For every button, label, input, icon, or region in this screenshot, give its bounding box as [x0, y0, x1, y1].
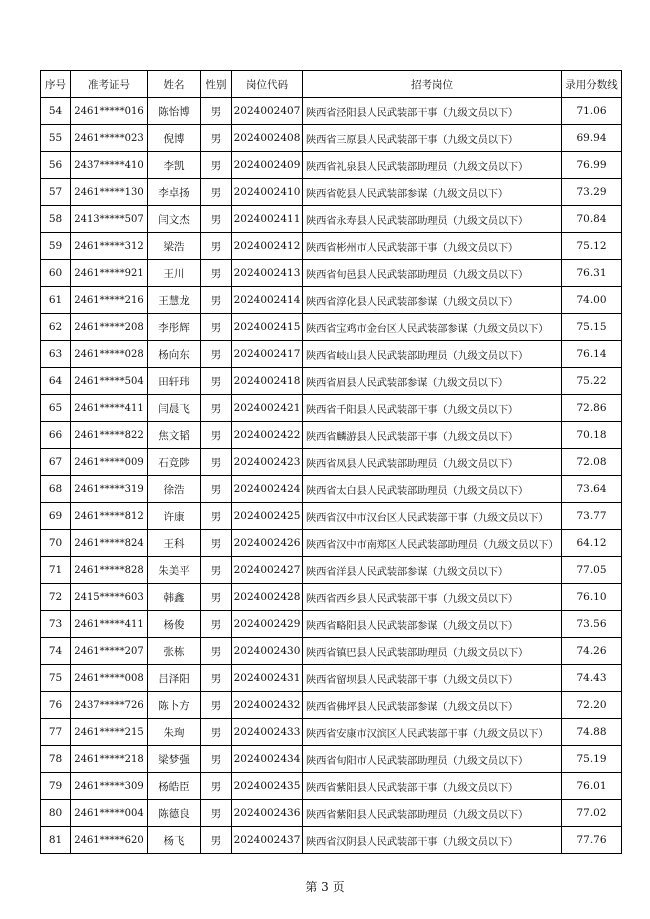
cell-name: 陈怡博 [148, 98, 201, 125]
cell-seq: 69 [41, 503, 71, 530]
cell-gender: 男 [201, 449, 232, 476]
cell-post: 陕西省镇巴县人民武装部助理员（九级文员以下） [303, 638, 562, 665]
cell-gender: 男 [201, 98, 232, 125]
header-score: 录用分数线 [562, 71, 622, 98]
cell-exam-no: 2461*****218 [71, 746, 148, 773]
cell-gender: 男 [201, 692, 232, 719]
cell-score: 76.14 [562, 341, 622, 368]
cell-post: 陕西省眉县人民武装部参谋（九级文员以下） [303, 368, 562, 395]
cell-exam-no: 2461*****309 [71, 773, 148, 800]
cell-name: 王科 [148, 530, 201, 557]
cell-exam-no: 2461*****207 [71, 638, 148, 665]
cell-seq: 76 [41, 692, 71, 719]
cell-name: 陈卜方 [148, 692, 201, 719]
cell-name: 石竞陟 [148, 449, 201, 476]
cell-post: 陕西省岐山县人民武装部助理员（九级文员以下） [303, 341, 562, 368]
cell-gender: 男 [201, 503, 232, 530]
cell-post-code: 2024002427 [232, 557, 303, 584]
cell-name: 王慧龙 [148, 287, 201, 314]
cell-seq: 78 [41, 746, 71, 773]
cell-seq: 64 [41, 368, 71, 395]
cell-post-code: 2024002428 [232, 584, 303, 611]
cell-post: 陕西省汉中市南郑区人民武装部助理员（九级文员以下） [303, 530, 562, 557]
cell-gender: 男 [201, 773, 232, 800]
cell-name: 许康 [148, 503, 201, 530]
cell-post-code: 2024002426 [232, 530, 303, 557]
cell-score: 73.56 [562, 611, 622, 638]
cell-name: 焦文韬 [148, 422, 201, 449]
cell-name: 闫晨飞 [148, 395, 201, 422]
cell-post: 陕西省汉中市汉台区人民武装部干事（九级文员以下） [303, 503, 562, 530]
table-row [41, 125, 622, 152]
cell-gender: 男 [201, 827, 232, 854]
cell-exam-no: 2461*****130 [71, 179, 148, 206]
cell-post-code: 2024002435 [232, 773, 303, 800]
cell-post-code: 2024002436 [232, 800, 303, 827]
cell-gender: 男 [201, 665, 232, 692]
table-header-row [41, 71, 622, 98]
cell-post: 陕西省宝鸡市金台区人民武装部参谋（九级文员以下） [303, 314, 562, 341]
cell-score: 75.19 [562, 746, 622, 773]
cell-name: 杨飞 [148, 827, 201, 854]
cell-gender: 男 [201, 611, 232, 638]
cell-score: 74.00 [562, 287, 622, 314]
cell-name: 吕泽阳 [148, 665, 201, 692]
cell-post: 陕西省略阳县人民武装部参谋（九级文员以下） [303, 611, 562, 638]
cell-post-code: 2024002421 [232, 395, 303, 422]
cell-post: 陕西省紫阳县人民武装部助理员（九级文员以下） [303, 800, 562, 827]
table-row [41, 341, 622, 368]
cell-exam-no: 2461*****411 [71, 611, 148, 638]
cell-name: 韩鑫 [148, 584, 201, 611]
table-row [41, 152, 622, 179]
cell-exam-no: 2461*****824 [71, 530, 148, 557]
cell-score: 76.31 [562, 260, 622, 287]
cell-seq: 63 [41, 341, 71, 368]
cell-name: 闫文杰 [148, 206, 201, 233]
header-gender: 性别 [201, 71, 232, 98]
cell-score: 71.06 [562, 98, 622, 125]
cell-gender: 男 [201, 341, 232, 368]
table-row [41, 773, 622, 800]
cell-score: 72.08 [562, 449, 622, 476]
table-row [41, 395, 622, 422]
cell-post-code: 2024002413 [232, 260, 303, 287]
cell-score: 76.99 [562, 152, 622, 179]
cell-gender: 男 [201, 638, 232, 665]
cell-seq: 70 [41, 530, 71, 557]
cell-name: 杨皓臣 [148, 773, 201, 800]
cell-score: 74.26 [562, 638, 622, 665]
cell-post: 陕西省安康市汉滨区人民武装部干事（九级文员以下） [303, 719, 562, 746]
cell-post: 陕西省千阳县人民武装部干事（九级文员以下） [303, 395, 562, 422]
cell-seq: 71 [41, 557, 71, 584]
admission-table [40, 70, 622, 854]
table-row [41, 584, 622, 611]
cell-post: 陕西省三原县人民武装部干事（九级文员以下） [303, 125, 562, 152]
cell-seq: 81 [41, 827, 71, 854]
table-row [41, 638, 622, 665]
cell-seq: 56 [41, 152, 71, 179]
cell-name: 陈德良 [148, 800, 201, 827]
cell-gender: 男 [201, 152, 232, 179]
table-row [41, 611, 622, 638]
cell-exam-no: 2461*****008 [71, 665, 148, 692]
cell-gender: 男 [201, 260, 232, 287]
cell-name: 李卓扬 [148, 179, 201, 206]
cell-seq: 66 [41, 422, 71, 449]
cell-post-code: 2024002417 [232, 341, 303, 368]
cell-score: 75.12 [562, 233, 622, 260]
cell-score: 76.01 [562, 773, 622, 800]
cell-name: 朱珣 [148, 719, 201, 746]
cell-post: 陕西省凤县人民武装部助理员（九级文员以下） [303, 449, 562, 476]
cell-score: 75.15 [562, 314, 622, 341]
cell-post-code: 2024002418 [232, 368, 303, 395]
cell-name: 田轩玮 [148, 368, 201, 395]
cell-seq: 59 [41, 233, 71, 260]
cell-post: 陕西省旬邑县人民武装部助理员（九级文员以下） [303, 260, 562, 287]
cell-post: 陕西省彬州市人民武装部干事（九级文员以下） [303, 233, 562, 260]
table-row [41, 422, 622, 449]
cell-seq: 68 [41, 476, 71, 503]
cell-gender: 男 [201, 368, 232, 395]
cell-exam-no: 2461*****812 [71, 503, 148, 530]
header-seq: 序号 [41, 71, 71, 98]
cell-score: 74.43 [562, 665, 622, 692]
cell-score: 75.22 [562, 368, 622, 395]
cell-post-code: 2024002437 [232, 827, 303, 854]
cell-score: 77.05 [562, 557, 622, 584]
cell-exam-no: 2437*****726 [71, 692, 148, 719]
cell-score: 72.20 [562, 692, 622, 719]
cell-name: 梁梦强 [148, 746, 201, 773]
cell-exam-no: 2461*****016 [71, 98, 148, 125]
cell-seq: 79 [41, 773, 71, 800]
header-name: 姓名 [148, 71, 201, 98]
header-post: 招考岗位 [303, 71, 562, 98]
cell-seq: 73 [41, 611, 71, 638]
table-row [41, 719, 622, 746]
cell-post: 陕西省泾阳县人民武装部干事（九级文员以下） [303, 98, 562, 125]
cell-name: 杨俊 [148, 611, 201, 638]
cell-gender: 男 [201, 476, 232, 503]
cell-post-code: 2024002415 [232, 314, 303, 341]
cell-post-code: 2024002410 [232, 179, 303, 206]
cell-post-code: 2024002411 [232, 206, 303, 233]
cell-post: 陕西省麟游县人民武装部干事（九级文员以下） [303, 422, 562, 449]
table-row [41, 530, 622, 557]
cell-post-code: 2024002434 [232, 746, 303, 773]
cell-name: 朱美平 [148, 557, 201, 584]
cell-post-code: 2024002425 [232, 503, 303, 530]
cell-post-code: 2024002409 [232, 152, 303, 179]
cell-gender: 男 [201, 287, 232, 314]
cell-gender: 男 [201, 800, 232, 827]
table-row [41, 368, 622, 395]
cell-seq: 62 [41, 314, 71, 341]
cell-seq: 80 [41, 800, 71, 827]
cell-name: 倪博 [148, 125, 201, 152]
cell-post: 陕西省紫阳县人民武装部干事（九级文员以下） [303, 773, 562, 800]
table-row [41, 206, 622, 233]
cell-post-code: 2024002433 [232, 719, 303, 746]
cell-gender: 男 [201, 719, 232, 746]
cell-post-code: 2024002432 [232, 692, 303, 719]
table-row [41, 233, 622, 260]
cell-seq: 57 [41, 179, 71, 206]
cell-exam-no: 2461*****921 [71, 260, 148, 287]
cell-exam-no: 2461*****319 [71, 476, 148, 503]
cell-post: 陕西省西乡县人民武装部干事（九级文员以下） [303, 584, 562, 611]
cell-score: 69.94 [562, 125, 622, 152]
cell-gender: 男 [201, 314, 232, 341]
cell-post: 陕西省佛坪县人民武装部参谋（九级文员以下） [303, 692, 562, 719]
table-row [41, 98, 622, 125]
cell-gender: 男 [201, 233, 232, 260]
cell-seq: 60 [41, 260, 71, 287]
cell-exam-no: 2461*****023 [71, 125, 148, 152]
cell-post-code: 2024002431 [232, 665, 303, 692]
cell-exam-no: 2461*****411 [71, 395, 148, 422]
cell-exam-no: 2415*****603 [71, 584, 148, 611]
cell-seq: 61 [41, 287, 71, 314]
cell-gender: 男 [201, 422, 232, 449]
cell-post: 陕西省永寿县人民武装部助理员（九级文员以下） [303, 206, 562, 233]
table-row [41, 314, 622, 341]
cell-name: 李凯 [148, 152, 201, 179]
cell-gender: 男 [201, 125, 232, 152]
table-row [41, 287, 622, 314]
cell-gender: 男 [201, 584, 232, 611]
cell-seq: 75 [41, 665, 71, 692]
cell-exam-no: 2461*****216 [71, 287, 148, 314]
cell-exam-no: 2461*****028 [71, 341, 148, 368]
cell-gender: 男 [201, 206, 232, 233]
table-body [41, 98, 622, 854]
cell-score: 70.18 [562, 422, 622, 449]
cell-gender: 男 [201, 395, 232, 422]
table-row [41, 557, 622, 584]
cell-score: 74.88 [562, 719, 622, 746]
cell-post: 陕西省旬阳市人民武装部助理员（九级文员以下） [303, 746, 562, 773]
table-row [41, 746, 622, 773]
table-row [41, 692, 622, 719]
cell-gender: 男 [201, 179, 232, 206]
page-number: 第 3 页 [305, 880, 345, 894]
cell-name: 徐浩 [148, 476, 201, 503]
cell-name: 王川 [148, 260, 201, 287]
cell-score: 73.77 [562, 503, 622, 530]
cell-post-code: 2024002412 [232, 233, 303, 260]
cell-name: 李彤辉 [148, 314, 201, 341]
cell-exam-no: 2461*****822 [71, 422, 148, 449]
cell-post-code: 2024002430 [232, 638, 303, 665]
cell-score: 77.76 [562, 827, 622, 854]
cell-seq: 55 [41, 125, 71, 152]
cell-gender: 男 [201, 530, 232, 557]
table-row [41, 827, 622, 854]
table-row [41, 260, 622, 287]
table-row [41, 665, 622, 692]
header-exam-no: 准考证号 [71, 71, 148, 98]
cell-post: 陕西省淳化县人民武装部参谋（九级文员以下） [303, 287, 562, 314]
cell-post: 陕西省洋县人民武装部参谋（九级文员以下） [303, 557, 562, 584]
cell-gender: 男 [201, 746, 232, 773]
cell-name: 杨向东 [148, 341, 201, 368]
cell-post: 陕西省留坝县人民武装部干事（九级文员以下） [303, 665, 562, 692]
cell-seq: 54 [41, 98, 71, 125]
cell-post: 陕西省乾县人民武装部参谋（九级文员以下） [303, 179, 562, 206]
cell-exam-no: 2461*****208 [71, 314, 148, 341]
table-row [41, 179, 622, 206]
header-post-code: 岗位代码 [232, 71, 303, 98]
cell-post-code: 2024002414 [232, 287, 303, 314]
cell-score: 73.64 [562, 476, 622, 503]
cell-score: 70.84 [562, 206, 622, 233]
cell-score: 64.12 [562, 530, 622, 557]
cell-exam-no: 2413*****507 [71, 206, 148, 233]
table-row [41, 503, 622, 530]
cell-seq: 67 [41, 449, 71, 476]
cell-exam-no: 2461*****620 [71, 827, 148, 854]
cell-exam-no: 2461*****828 [71, 557, 148, 584]
cell-exam-no: 2437*****410 [71, 152, 148, 179]
table-row [41, 476, 622, 503]
cell-post: 陕西省汉阴县人民武装部干事（九级文员以下） [303, 827, 562, 854]
table-row [41, 449, 622, 476]
cell-exam-no: 2461*****215 [71, 719, 148, 746]
cell-exam-no: 2461*****009 [71, 449, 148, 476]
cell-name: 梁浩 [148, 233, 201, 260]
cell-seq: 65 [41, 395, 71, 422]
cell-exam-no: 2461*****004 [71, 800, 148, 827]
cell-post-code: 2024002429 [232, 611, 303, 638]
cell-post-code: 2024002408 [232, 125, 303, 152]
cell-seq: 72 [41, 584, 71, 611]
cell-post: 陕西省太白县人民武装部助理员（九级文员以下） [303, 476, 562, 503]
cell-score: 72.86 [562, 395, 622, 422]
cell-name: 张栋 [148, 638, 201, 665]
cell-post-code: 2024002422 [232, 422, 303, 449]
cell-score: 77.02 [562, 800, 622, 827]
cell-seq: 74 [41, 638, 71, 665]
cell-post-code: 2024002423 [232, 449, 303, 476]
cell-score: 73.29 [562, 179, 622, 206]
table-row [41, 800, 622, 827]
cell-gender: 男 [201, 557, 232, 584]
cell-seq: 58 [41, 206, 71, 233]
cell-exam-no: 2461*****504 [71, 368, 148, 395]
cell-score: 76.10 [562, 584, 622, 611]
cell-post: 陕西省礼泉县人民武装部助理员（九级文员以下） [303, 152, 562, 179]
cell-seq: 77 [41, 719, 71, 746]
cell-post-code: 2024002407 [232, 98, 303, 125]
cell-post-code: 2024002424 [232, 476, 303, 503]
cell-exam-no: 2461*****312 [71, 233, 148, 260]
